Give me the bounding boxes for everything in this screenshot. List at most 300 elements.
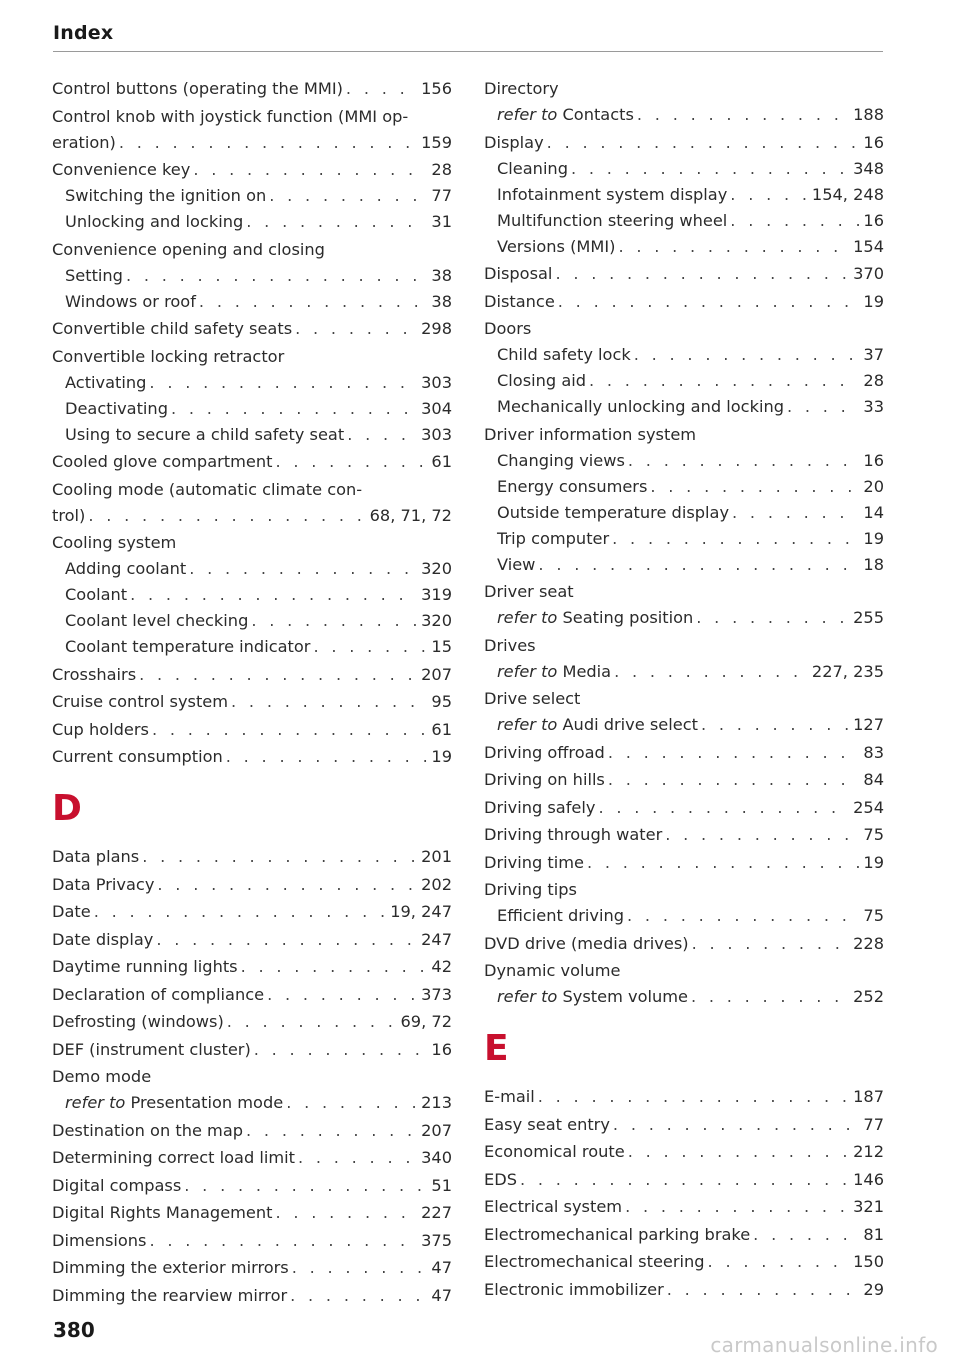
dot-leader bbox=[292, 1255, 428, 1281]
index-entry bbox=[52, 316, 452, 342]
index-entry-label: Driver seat bbox=[484, 582, 574, 601]
dot-leader bbox=[295, 316, 417, 342]
index-entry-label: Unlocking and locking bbox=[65, 212, 244, 231]
index-entry-label: Driving tips bbox=[484, 880, 577, 899]
index-subentry bbox=[52, 370, 452, 396]
index-entry bbox=[484, 931, 884, 957]
index-page-ref: 373 bbox=[421, 984, 452, 1004]
index-entry-label: DVD drive (media drives) bbox=[484, 933, 689, 953]
dot-leader bbox=[227, 1009, 397, 1035]
index-entry-label: Electrical system bbox=[484, 1197, 623, 1216]
index-page-ref: 37 bbox=[863, 345, 884, 364]
index-page-ref: 19 bbox=[431, 747, 452, 766]
index-subentry bbox=[484, 182, 884, 208]
index-page-ref: 69, 72 bbox=[400, 1012, 452, 1031]
index-subentry bbox=[52, 289, 452, 315]
index-entry-label: Convenience opening and closing bbox=[52, 239, 325, 259]
index-subentry bbox=[52, 634, 452, 660]
index-entry-label: Dimensions bbox=[52, 1230, 147, 1250]
dot-leader bbox=[614, 659, 808, 685]
index-entry-label: Cooled glove compartment bbox=[52, 452, 273, 471]
dot-leader bbox=[94, 899, 387, 925]
index-entry-label: Trip computer bbox=[497, 528, 610, 548]
index-entry bbox=[484, 740, 884, 766]
header-divider bbox=[53, 51, 883, 52]
index-page-ref: 303 bbox=[421, 372, 452, 392]
dot-leader bbox=[241, 954, 428, 980]
index-entry-label: Convertible child safety seats bbox=[52, 319, 293, 338]
crossref-target: Contacts bbox=[562, 105, 634, 124]
crossref-prefix: refer to bbox=[497, 105, 558, 124]
index-entry-label: Current consumption bbox=[52, 747, 223, 766]
dot-leader bbox=[732, 500, 859, 526]
index-entry-label: Cruise control system bbox=[52, 692, 229, 711]
index-page-ref: 207 bbox=[421, 664, 452, 684]
index-entry bbox=[52, 1173, 452, 1199]
dot-leader bbox=[787, 394, 859, 420]
index-entry bbox=[484, 1222, 884, 1248]
index-entry-label bbox=[497, 659, 611, 685]
index-page-ref: 19 bbox=[863, 852, 884, 872]
index-page-ref: 127 bbox=[853, 715, 884, 734]
index-entry bbox=[484, 579, 884, 605]
index-page-ref: 33 bbox=[863, 397, 884, 416]
dot-leader bbox=[226, 744, 428, 770]
index-subentry bbox=[52, 183, 452, 209]
index-subentry bbox=[52, 582, 452, 608]
dot-leader bbox=[88, 503, 365, 529]
index-entry-label: Doors bbox=[484, 319, 532, 338]
index-entry bbox=[52, 872, 452, 898]
index-page-ref: 77 bbox=[863, 1114, 884, 1134]
index-entry-continuation bbox=[52, 130, 452, 156]
index-subentry bbox=[52, 396, 452, 422]
dot-leader bbox=[558, 289, 860, 315]
index-entry-label: Dimming the exterior mirrors bbox=[52, 1258, 289, 1277]
index-page-ref: 47 bbox=[431, 1258, 452, 1277]
index-crossref bbox=[52, 1090, 452, 1116]
index-page-ref: 187 bbox=[853, 1087, 884, 1106]
index-entry-label: Defrosting (windows) bbox=[52, 1012, 224, 1031]
index-subentry bbox=[484, 448, 884, 474]
index-page-ref: 28 bbox=[863, 371, 884, 390]
dot-leader bbox=[701, 712, 849, 738]
index-page-ref: 38 bbox=[431, 265, 452, 285]
index-page-ref: 16 bbox=[863, 450, 884, 470]
dot-leader bbox=[347, 422, 417, 448]
index-page-ref: 348 bbox=[853, 158, 884, 178]
index-page-ref: 370 bbox=[853, 264, 884, 283]
dot-leader bbox=[753, 1222, 859, 1248]
index-entry-label: Control knob with joystick function (MMI op- bbox=[52, 106, 409, 126]
dot-leader bbox=[667, 1277, 860, 1303]
index-subentry bbox=[484, 474, 884, 500]
index-page-ref: 18 bbox=[863, 554, 884, 574]
index-page-ref: 16 bbox=[863, 132, 884, 152]
index-page-ref: 227 bbox=[421, 1203, 452, 1222]
dot-leader bbox=[571, 156, 849, 182]
index-page-ref: 320 bbox=[421, 611, 452, 630]
dot-leader bbox=[231, 689, 427, 715]
crossref-prefix: refer to bbox=[497, 661, 558, 681]
index-page-ref: 154 bbox=[853, 236, 884, 256]
index-subentry bbox=[484, 208, 884, 234]
dot-leader bbox=[199, 289, 427, 315]
index-page-ref: 254 bbox=[853, 797, 884, 817]
index-page-ref: 15 bbox=[431, 637, 452, 656]
dot-leader bbox=[251, 608, 417, 634]
index-entry-label: Crosshairs bbox=[52, 664, 137, 684]
index-entry bbox=[52, 662, 452, 688]
dot-leader bbox=[625, 1194, 849, 1220]
index-page-ref: 202 bbox=[421, 874, 452, 894]
dot-leader bbox=[346, 76, 417, 102]
index-entry bbox=[52, 76, 452, 102]
index-entry bbox=[484, 1084, 884, 1110]
index-entry-label: Economical route bbox=[484, 1142, 625, 1161]
index-subentry bbox=[52, 608, 452, 634]
index-page-ref: 83 bbox=[863, 742, 884, 762]
index-entry bbox=[52, 157, 452, 183]
index-crossref bbox=[484, 984, 884, 1010]
index-entry-label: Electromechanical parking brake bbox=[484, 1224, 751, 1244]
index-entry-label: Versions (MMI) bbox=[497, 236, 616, 256]
index-page-ref: 19 bbox=[863, 291, 884, 311]
index-entry-label: Energy consumers bbox=[497, 476, 648, 496]
index-entry bbox=[484, 795, 884, 821]
index-subentry bbox=[484, 526, 884, 552]
index-entry-label: Easy seat entry bbox=[484, 1114, 610, 1134]
index-column-right bbox=[484, 76, 884, 1303]
index-entry bbox=[484, 633, 884, 659]
dot-leader bbox=[538, 552, 859, 578]
index-page-ref: 29 bbox=[863, 1279, 884, 1299]
index-letter-heading: D bbox=[52, 788, 82, 829]
dot-leader bbox=[628, 448, 859, 474]
index-entry-label: Electronic immobilizer bbox=[484, 1279, 664, 1299]
index-page-ref: 320 bbox=[421, 559, 452, 578]
dot-leader bbox=[152, 717, 427, 743]
dot-leader bbox=[139, 662, 417, 688]
dot-leader bbox=[193, 157, 427, 183]
index-entry-label: Driving offroad bbox=[484, 742, 605, 762]
index-entry-label bbox=[65, 1090, 283, 1116]
index-entry-label: Drive select bbox=[484, 689, 581, 708]
index-entry-label bbox=[497, 605, 693, 631]
crossref-prefix: refer to bbox=[65, 1093, 126, 1112]
index-entry-label: Coolant bbox=[65, 585, 128, 604]
index-entry-label-cont: trol) bbox=[52, 505, 86, 525]
index-entry-label: Driving on hills bbox=[484, 770, 605, 789]
index-entry bbox=[484, 76, 884, 102]
index-entry-label: Coolant level checking bbox=[65, 611, 249, 630]
index-entry-label: Coolant temperature indicator bbox=[65, 637, 311, 656]
index-entry-label: Digital compass bbox=[52, 1175, 182, 1195]
index-entry-label: Child safety lock bbox=[497, 345, 631, 364]
index-subentry bbox=[484, 234, 884, 260]
index-entry-label: Efficient driving bbox=[497, 906, 625, 925]
index-entry-label: Determining correct load limit bbox=[52, 1148, 295, 1167]
page-header-title: Index bbox=[53, 22, 114, 44]
crossref-target: Media bbox=[562, 661, 612, 681]
index-entry bbox=[484, 316, 884, 342]
index-page-ref: 19 bbox=[863, 528, 884, 548]
index-page-ref: 255 bbox=[853, 608, 884, 627]
index-entry bbox=[52, 1064, 452, 1090]
index-entry bbox=[52, 689, 452, 715]
dot-leader bbox=[246, 1118, 417, 1144]
index-entry bbox=[52, 1200, 452, 1226]
index-page-ref: 150 bbox=[853, 1252, 884, 1271]
index-entry-label: Data Privacy bbox=[52, 874, 155, 894]
index-column-left bbox=[52, 76, 452, 1309]
index-entry-label: Electromechanical steering bbox=[484, 1252, 705, 1271]
index-page-ref: 75 bbox=[863, 906, 884, 925]
index-entry-label: Driver information system bbox=[484, 424, 697, 444]
index-entry-label: Outside temperature display bbox=[497, 502, 730, 522]
index-entry-label: E-mail bbox=[484, 1087, 535, 1106]
crossref-prefix: refer to bbox=[497, 715, 558, 734]
index-page-ref: 321 bbox=[853, 1197, 884, 1216]
index-entry bbox=[52, 237, 452, 263]
index-crossref bbox=[484, 605, 884, 631]
index-entry bbox=[484, 130, 884, 156]
dot-leader bbox=[269, 183, 427, 209]
dot-leader bbox=[608, 740, 860, 766]
index-entry bbox=[52, 530, 452, 556]
index-subentry bbox=[484, 394, 884, 420]
index-entry-label: Daytime running lights bbox=[52, 957, 238, 976]
index-entry bbox=[484, 1249, 884, 1275]
dot-leader bbox=[589, 368, 859, 394]
index-page-ref: 227, 235 bbox=[811, 661, 884, 681]
index-entry-label: Dimming the rearview mirror bbox=[52, 1285, 288, 1305]
index-entry-label: Cooling system bbox=[52, 533, 177, 552]
dot-leader bbox=[598, 795, 849, 821]
index-page-ref: 75 bbox=[863, 825, 884, 844]
index-crossref bbox=[484, 659, 884, 685]
crossref-target: Seating position bbox=[562, 608, 694, 627]
dot-leader bbox=[708, 1249, 850, 1275]
index-entry-label: Disposal bbox=[484, 264, 553, 283]
index-entry-label: DEF (instrument cluster) bbox=[52, 1039, 251, 1059]
dot-leader bbox=[267, 982, 417, 1008]
index-page-ref: 81 bbox=[863, 1224, 884, 1244]
dot-leader bbox=[298, 1145, 417, 1171]
index-entry bbox=[484, 1139, 884, 1165]
index-entry-label: Cleaning bbox=[497, 158, 568, 178]
index-entry-label: Activating bbox=[65, 372, 147, 392]
index-page-ref: 77 bbox=[431, 186, 452, 205]
dot-leader bbox=[275, 449, 427, 475]
index-entry bbox=[52, 1118, 452, 1144]
index-entry bbox=[484, 261, 884, 287]
index-entry bbox=[52, 954, 452, 980]
index-entry-label bbox=[497, 712, 698, 738]
index-entry-label: Closing aid bbox=[497, 371, 587, 390]
index-entry bbox=[52, 344, 452, 370]
dot-leader bbox=[171, 396, 417, 422]
index-entry-label: Windows or roof bbox=[65, 291, 196, 311]
index-entry bbox=[484, 1112, 884, 1138]
index-entry-label: Digital Rights Management bbox=[52, 1203, 273, 1222]
index-entry bbox=[484, 289, 884, 315]
index-entry bbox=[52, 844, 452, 870]
dot-leader bbox=[650, 474, 859, 500]
dot-leader bbox=[157, 872, 417, 898]
index-entry bbox=[52, 1145, 452, 1171]
index-entry bbox=[484, 422, 884, 448]
index-entry bbox=[484, 958, 884, 984]
index-page-ref: 247 bbox=[421, 929, 452, 949]
index-page-ref: 207 bbox=[421, 1120, 452, 1140]
index-page-ref: 61 bbox=[431, 452, 452, 471]
index-subentry bbox=[484, 368, 884, 394]
index-entry bbox=[52, 1009, 452, 1035]
dot-leader bbox=[189, 556, 417, 582]
index-entry-label: Multifunction steering wheel bbox=[497, 210, 728, 230]
index-entry-label: Switching the ignition on bbox=[65, 186, 267, 205]
index-subentry bbox=[484, 552, 884, 578]
index-subentry bbox=[52, 209, 452, 235]
dot-leader bbox=[130, 582, 417, 608]
index-entry-label: Cooling mode (automatic climate con- bbox=[52, 479, 363, 499]
index-entry bbox=[52, 1283, 452, 1309]
crossref-target: System volume bbox=[562, 987, 688, 1006]
index-entry-label: Display bbox=[484, 132, 544, 152]
index-entry-label: Using to secure a child safety seat bbox=[65, 424, 345, 444]
index-page-ref: 68, 71, 72 bbox=[369, 505, 452, 525]
dot-leader bbox=[286, 1090, 417, 1116]
index-page-ref: 61 bbox=[431, 719, 452, 739]
index-entry-label bbox=[497, 102, 634, 128]
index-subentry bbox=[484, 903, 884, 929]
dot-leader bbox=[149, 370, 417, 396]
index-entry bbox=[52, 1037, 452, 1063]
index-entry-label: Demo mode bbox=[52, 1067, 152, 1086]
dot-leader bbox=[637, 102, 849, 128]
index-entry-label: Date display bbox=[52, 929, 154, 949]
dot-leader bbox=[587, 850, 859, 876]
index-page-ref: 31 bbox=[431, 212, 452, 231]
index-entry bbox=[484, 1277, 884, 1303]
dot-leader bbox=[612, 526, 859, 552]
index-crossref bbox=[484, 712, 884, 738]
index-page-ref: 51 bbox=[431, 1175, 452, 1195]
dot-leader bbox=[555, 261, 849, 287]
index-page-ref: 14 bbox=[863, 502, 884, 522]
index-entry-label: Dynamic volume bbox=[484, 961, 621, 980]
index-entry bbox=[484, 686, 884, 712]
index-entry-label: Destination on the map bbox=[52, 1120, 244, 1140]
index-entry-label: Driving safely bbox=[484, 797, 596, 817]
index-page-ref: 19, 247 bbox=[390, 902, 452, 921]
index-subentry bbox=[484, 500, 884, 526]
index-entry-label-cont: eration) bbox=[52, 132, 116, 152]
index-page-ref: 188 bbox=[853, 105, 884, 124]
dot-leader bbox=[246, 209, 427, 235]
index-entry bbox=[484, 822, 884, 848]
crossref-prefix: refer to bbox=[497, 987, 558, 1006]
index-page-ref: 16 bbox=[431, 1039, 452, 1059]
index-page-ref: 42 bbox=[431, 957, 452, 976]
index-entry-label: Drives bbox=[484, 635, 536, 655]
page-number: 380 bbox=[53, 1318, 95, 1342]
index-entry-label bbox=[497, 984, 688, 1010]
dot-leader bbox=[290, 1283, 427, 1309]
crossref-target: Presentation mode bbox=[130, 1093, 284, 1112]
dot-leader bbox=[618, 234, 849, 260]
index-entry-label: Data plans bbox=[52, 847, 140, 866]
index-entry-label: Mechanically unlocking and locking bbox=[497, 397, 784, 416]
dot-leader bbox=[730, 208, 859, 234]
dot-leader bbox=[538, 1084, 849, 1110]
dot-leader bbox=[547, 130, 860, 156]
index-entry bbox=[52, 899, 452, 925]
dot-leader bbox=[608, 767, 860, 793]
index-page-ref: 319 bbox=[421, 585, 452, 604]
index-entry-label: Control buttons (operating the MMI) bbox=[52, 79, 343, 98]
index-entry bbox=[52, 744, 452, 770]
dot-leader bbox=[119, 130, 417, 156]
index-subentry bbox=[52, 556, 452, 582]
index-page-ref: 38 bbox=[431, 291, 452, 311]
index-entry-label: Convenience key bbox=[52, 160, 191, 179]
index-entry-label: Directory bbox=[484, 79, 559, 98]
dot-leader bbox=[730, 182, 808, 208]
index-entry bbox=[52, 717, 452, 743]
index-entry bbox=[52, 449, 452, 475]
watermark: carmanualsonline.info bbox=[710, 1333, 938, 1357]
index-entry bbox=[52, 927, 452, 953]
dot-leader bbox=[275, 1200, 417, 1226]
index-entry bbox=[484, 1194, 884, 1220]
dot-leader bbox=[520, 1167, 849, 1193]
index-entry bbox=[52, 477, 452, 503]
index-entry-label: Deactivating bbox=[65, 398, 168, 418]
index-page-ref: 159 bbox=[421, 132, 452, 152]
index-page-ref: 156 bbox=[421, 79, 452, 98]
index-page-ref: 84 bbox=[863, 770, 884, 789]
index-page-ref: 304 bbox=[421, 398, 452, 418]
index-page-ref: 340 bbox=[421, 1148, 452, 1167]
dot-leader bbox=[313, 634, 427, 660]
index-entry-label: Declaration of compliance bbox=[52, 984, 265, 1004]
dot-leader bbox=[126, 263, 427, 289]
index-page-ref: 28 bbox=[431, 160, 452, 179]
index-page-ref: 212 bbox=[853, 1142, 884, 1161]
index-subentry bbox=[484, 156, 884, 182]
index-entry-continuation bbox=[52, 503, 452, 529]
index-entry-label: View bbox=[497, 554, 536, 574]
index-crossref bbox=[484, 102, 884, 128]
index-page-ref: 303 bbox=[421, 424, 452, 444]
index-entry bbox=[484, 877, 884, 903]
index-page-ref: 47 bbox=[431, 1285, 452, 1305]
index-entry bbox=[484, 850, 884, 876]
index-entry-label: Cup holders bbox=[52, 719, 149, 739]
dot-leader bbox=[696, 605, 849, 631]
index-page-ref: 252 bbox=[853, 987, 884, 1006]
index-entry-label: Distance bbox=[484, 291, 555, 311]
crossref-target: Audi drive select bbox=[562, 715, 698, 734]
crossref-prefix: refer to bbox=[497, 608, 558, 627]
dot-leader bbox=[142, 844, 417, 870]
index-page-ref: 146 bbox=[853, 1169, 884, 1189]
dot-leader bbox=[184, 1173, 427, 1199]
index-page-ref: 201 bbox=[421, 847, 452, 866]
index-entry-label: EDS bbox=[484, 1169, 517, 1189]
